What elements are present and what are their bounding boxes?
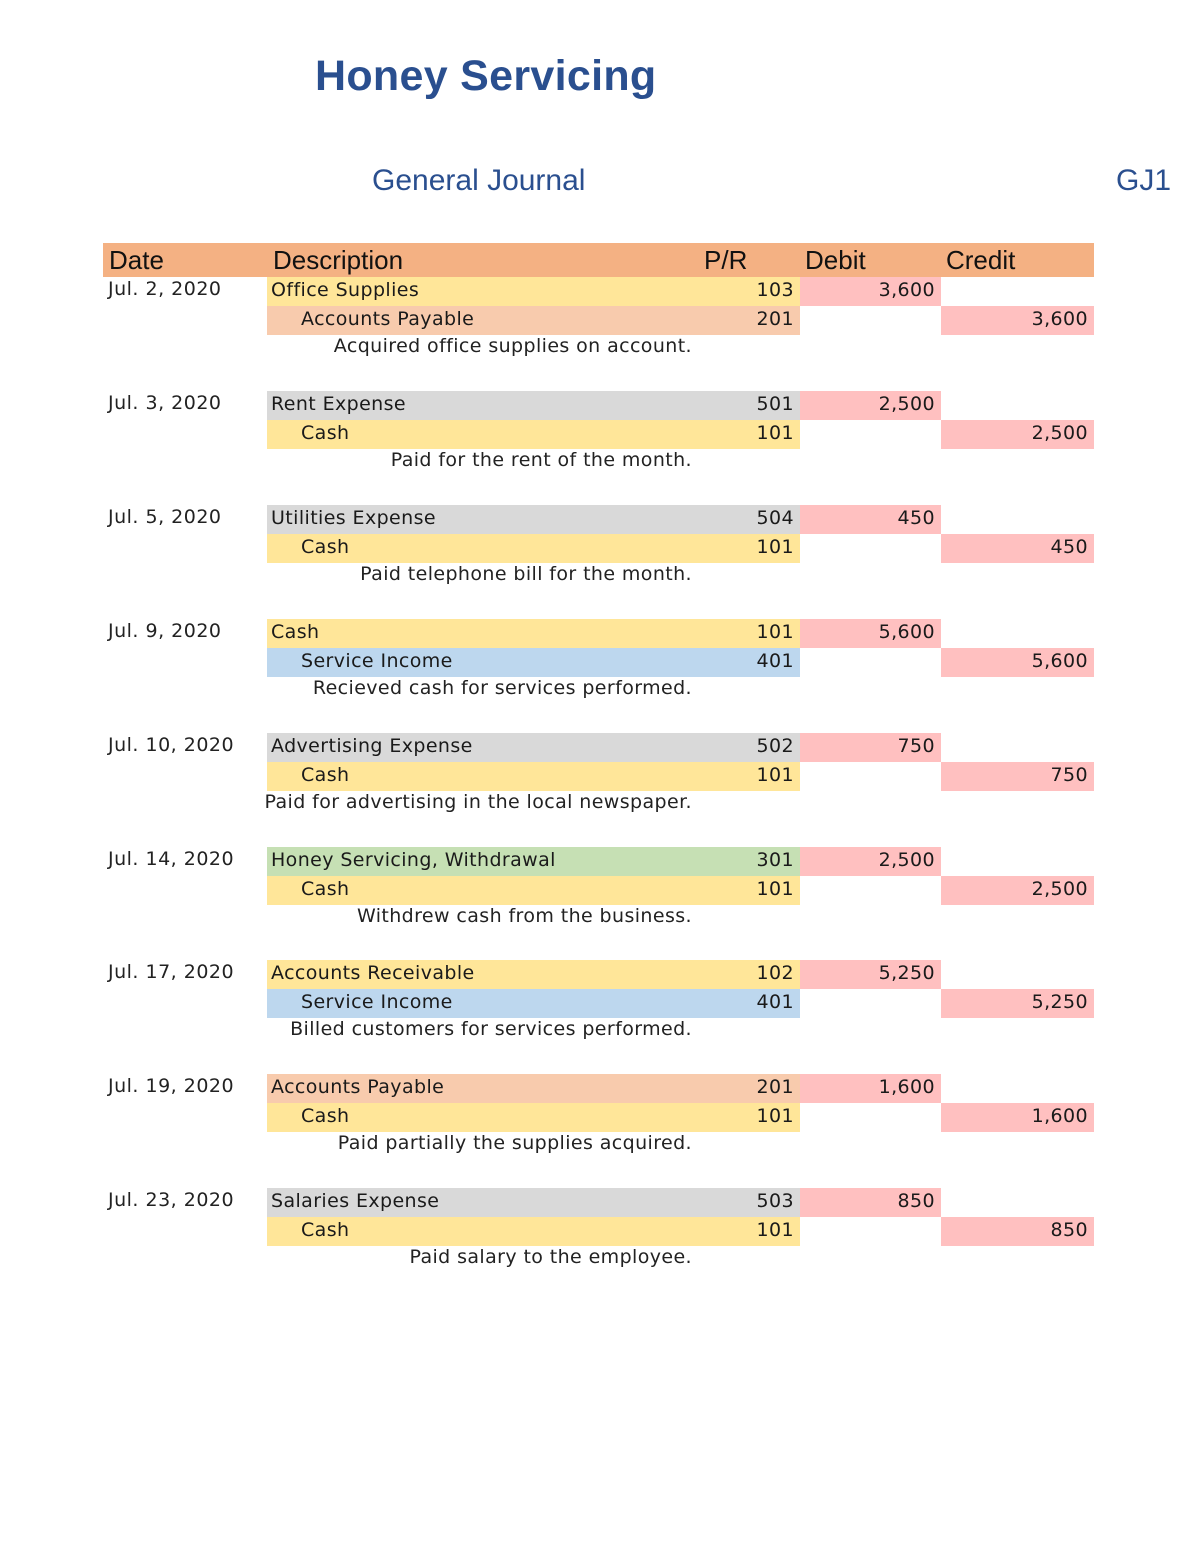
credit-pr: 401 bbox=[756, 991, 794, 1013]
debit-line bbox=[267, 847, 800, 876]
credit-amount-cell bbox=[941, 648, 1094, 677]
debit-line bbox=[267, 619, 800, 648]
credit-pr: 101 bbox=[756, 878, 794, 900]
entry-narration: Paid salary to the employee. bbox=[409, 1246, 692, 1268]
credit-line bbox=[267, 876, 800, 905]
debit-account: Honey Servicing, Withdrawal bbox=[271, 849, 556, 871]
journal-entry bbox=[0, 847, 1200, 961]
debit-pr: 504 bbox=[756, 507, 794, 529]
credit-amount: 750 bbox=[1050, 764, 1088, 786]
debit-pr: 201 bbox=[756, 1076, 794, 1098]
credit-account: Cash bbox=[301, 536, 350, 558]
entry-date: Jul. 5, 2020 bbox=[108, 506, 222, 528]
credit-pr: 401 bbox=[756, 650, 794, 672]
credit-account: Cash bbox=[301, 878, 350, 900]
credit-line bbox=[267, 306, 800, 335]
credit-account: Service Income bbox=[301, 991, 453, 1013]
debit-amount: 5,250 bbox=[878, 962, 935, 984]
debit-amount-cell bbox=[800, 847, 941, 876]
debit-line bbox=[267, 1188, 800, 1217]
credit-line bbox=[267, 762, 800, 791]
credit-amount: 2,500 bbox=[1031, 878, 1088, 900]
credit-amount: 450 bbox=[1050, 536, 1088, 558]
journal-entry bbox=[0, 1074, 1200, 1188]
credit-line bbox=[267, 534, 800, 563]
header-debit: Debit bbox=[805, 245, 866, 275]
entry-narration: Paid telephone bill for the month. bbox=[360, 563, 692, 585]
debit-amount: 2,500 bbox=[878, 849, 935, 871]
entry-date: Jul. 17, 2020 bbox=[108, 961, 235, 983]
entry-narration: Paid partially the supplies acquired. bbox=[337, 1132, 692, 1154]
entry-narration: Recieved cash for services performed. bbox=[312, 677, 692, 699]
credit-account: Cash bbox=[301, 1219, 350, 1241]
debit-amount-cell bbox=[800, 619, 941, 648]
debit-amount-cell bbox=[800, 1074, 941, 1103]
debit-amount-cell bbox=[800, 505, 941, 534]
debit-account: Utilities Expense bbox=[271, 507, 436, 529]
entry-narration: Paid for the rent of the month. bbox=[390, 449, 692, 471]
debit-line bbox=[267, 277, 800, 306]
credit-pr: 101 bbox=[756, 764, 794, 786]
journal-title: General Journal bbox=[372, 164, 586, 197]
credit-amount-cell bbox=[941, 1103, 1094, 1132]
debit-amount: 3,600 bbox=[878, 279, 935, 301]
credit-pr: 201 bbox=[756, 308, 794, 330]
journal-entry bbox=[0, 1188, 1200, 1302]
credit-line bbox=[267, 648, 800, 677]
header-description: Description bbox=[273, 245, 404, 275]
credit-account: Cash bbox=[301, 1105, 350, 1127]
credit-line bbox=[267, 1103, 800, 1132]
debit-account: Accounts Payable bbox=[271, 1076, 445, 1098]
credit-account: Accounts Payable bbox=[301, 308, 475, 330]
debit-line bbox=[267, 391, 800, 420]
debit-pr: 103 bbox=[756, 279, 794, 301]
credit-pr: 101 bbox=[756, 1219, 794, 1241]
debit-account: Rent Expense bbox=[271, 393, 406, 415]
credit-amount: 850 bbox=[1050, 1219, 1088, 1241]
debit-amount-cell bbox=[800, 391, 941, 420]
credit-account: Cash bbox=[301, 764, 350, 786]
debit-amount: 2,500 bbox=[878, 393, 935, 415]
entry-date: Jul. 3, 2020 bbox=[108, 392, 222, 414]
credit-pr: 101 bbox=[756, 536, 794, 558]
debit-pr: 102 bbox=[756, 962, 794, 984]
entry-date: Jul. 10, 2020 bbox=[108, 734, 235, 756]
debit-line bbox=[267, 960, 800, 989]
credit-amount: 5,250 bbox=[1031, 991, 1088, 1013]
debit-account: Advertising Expense bbox=[271, 735, 473, 757]
credit-amount-cell bbox=[941, 989, 1094, 1018]
credit-amount-cell bbox=[941, 534, 1094, 563]
journal-entry bbox=[0, 277, 1200, 391]
header-pr: P/R bbox=[704, 245, 748, 275]
credit-pr: 101 bbox=[756, 1105, 794, 1127]
debit-line bbox=[267, 1074, 800, 1103]
journal-entry bbox=[0, 960, 1200, 1074]
debit-amount-cell bbox=[800, 960, 941, 989]
journal-entry bbox=[0, 619, 1200, 733]
entry-date: Jul. 2, 2020 bbox=[108, 278, 222, 300]
debit-amount-cell bbox=[800, 277, 941, 306]
entry-date: Jul. 19, 2020 bbox=[108, 1075, 235, 1097]
credit-amount-cell bbox=[941, 876, 1094, 905]
journal-entry bbox=[0, 505, 1200, 619]
entry-narration: Withdrew cash from the business. bbox=[356, 905, 692, 927]
debit-account: Office Supplies bbox=[271, 279, 420, 301]
debit-pr: 101 bbox=[756, 621, 794, 643]
header-date: Date bbox=[109, 245, 164, 275]
debit-account: Cash bbox=[271, 621, 320, 643]
debit-amount: 850 bbox=[897, 1190, 935, 1212]
credit-amount-cell bbox=[941, 1217, 1094, 1246]
debit-amount: 450 bbox=[897, 507, 935, 529]
credit-amount: 3,600 bbox=[1031, 308, 1088, 330]
debit-pr: 301 bbox=[756, 849, 794, 871]
entry-narration: Acquired office supplies on account. bbox=[333, 335, 692, 357]
debit-amount: 750 bbox=[897, 735, 935, 757]
entry-narration: Billed customers for services performed. bbox=[290, 1018, 692, 1040]
debit-pr: 502 bbox=[756, 735, 794, 757]
credit-amount: 2,500 bbox=[1031, 422, 1088, 444]
debit-line bbox=[267, 733, 800, 762]
entry-date: Jul. 23, 2020 bbox=[108, 1189, 235, 1211]
credit-amount-cell bbox=[941, 306, 1094, 335]
header-credit: Credit bbox=[946, 245, 1016, 275]
credit-amount: 1,600 bbox=[1031, 1105, 1088, 1127]
debit-account: Accounts Receivable bbox=[271, 962, 475, 984]
credit-amount-cell bbox=[941, 420, 1094, 449]
debit-amount-cell bbox=[800, 733, 941, 762]
debit-amount: 5,600 bbox=[878, 621, 935, 643]
credit-amount: 5,600 bbox=[1031, 650, 1088, 672]
journal-entry bbox=[0, 733, 1200, 847]
debit-amount-cell bbox=[800, 1188, 941, 1217]
credit-account: Cash bbox=[301, 422, 350, 444]
credit-account: Service Income bbox=[301, 650, 453, 672]
debit-pr: 501 bbox=[756, 393, 794, 415]
debit-account: Salaries Expense bbox=[271, 1190, 440, 1212]
entry-narration: Paid for advertising in the local newspaper. bbox=[264, 791, 692, 813]
credit-pr: 101 bbox=[756, 422, 794, 444]
debit-amount: 1,600 bbox=[878, 1076, 935, 1098]
credit-line bbox=[267, 420, 800, 449]
table-header bbox=[103, 243, 1094, 277]
company-name: Honey Servicing bbox=[315, 52, 657, 100]
entry-date: Jul. 9, 2020 bbox=[108, 620, 222, 642]
entry-date: Jul. 14, 2020 bbox=[108, 848, 235, 870]
debit-pr: 503 bbox=[756, 1190, 794, 1212]
credit-amount-cell bbox=[941, 762, 1094, 791]
journal-code: GJ1 bbox=[1116, 164, 1172, 197]
debit-line bbox=[267, 505, 800, 534]
journal-entry bbox=[0, 391, 1200, 505]
credit-line bbox=[267, 989, 800, 1018]
credit-line bbox=[267, 1217, 800, 1246]
